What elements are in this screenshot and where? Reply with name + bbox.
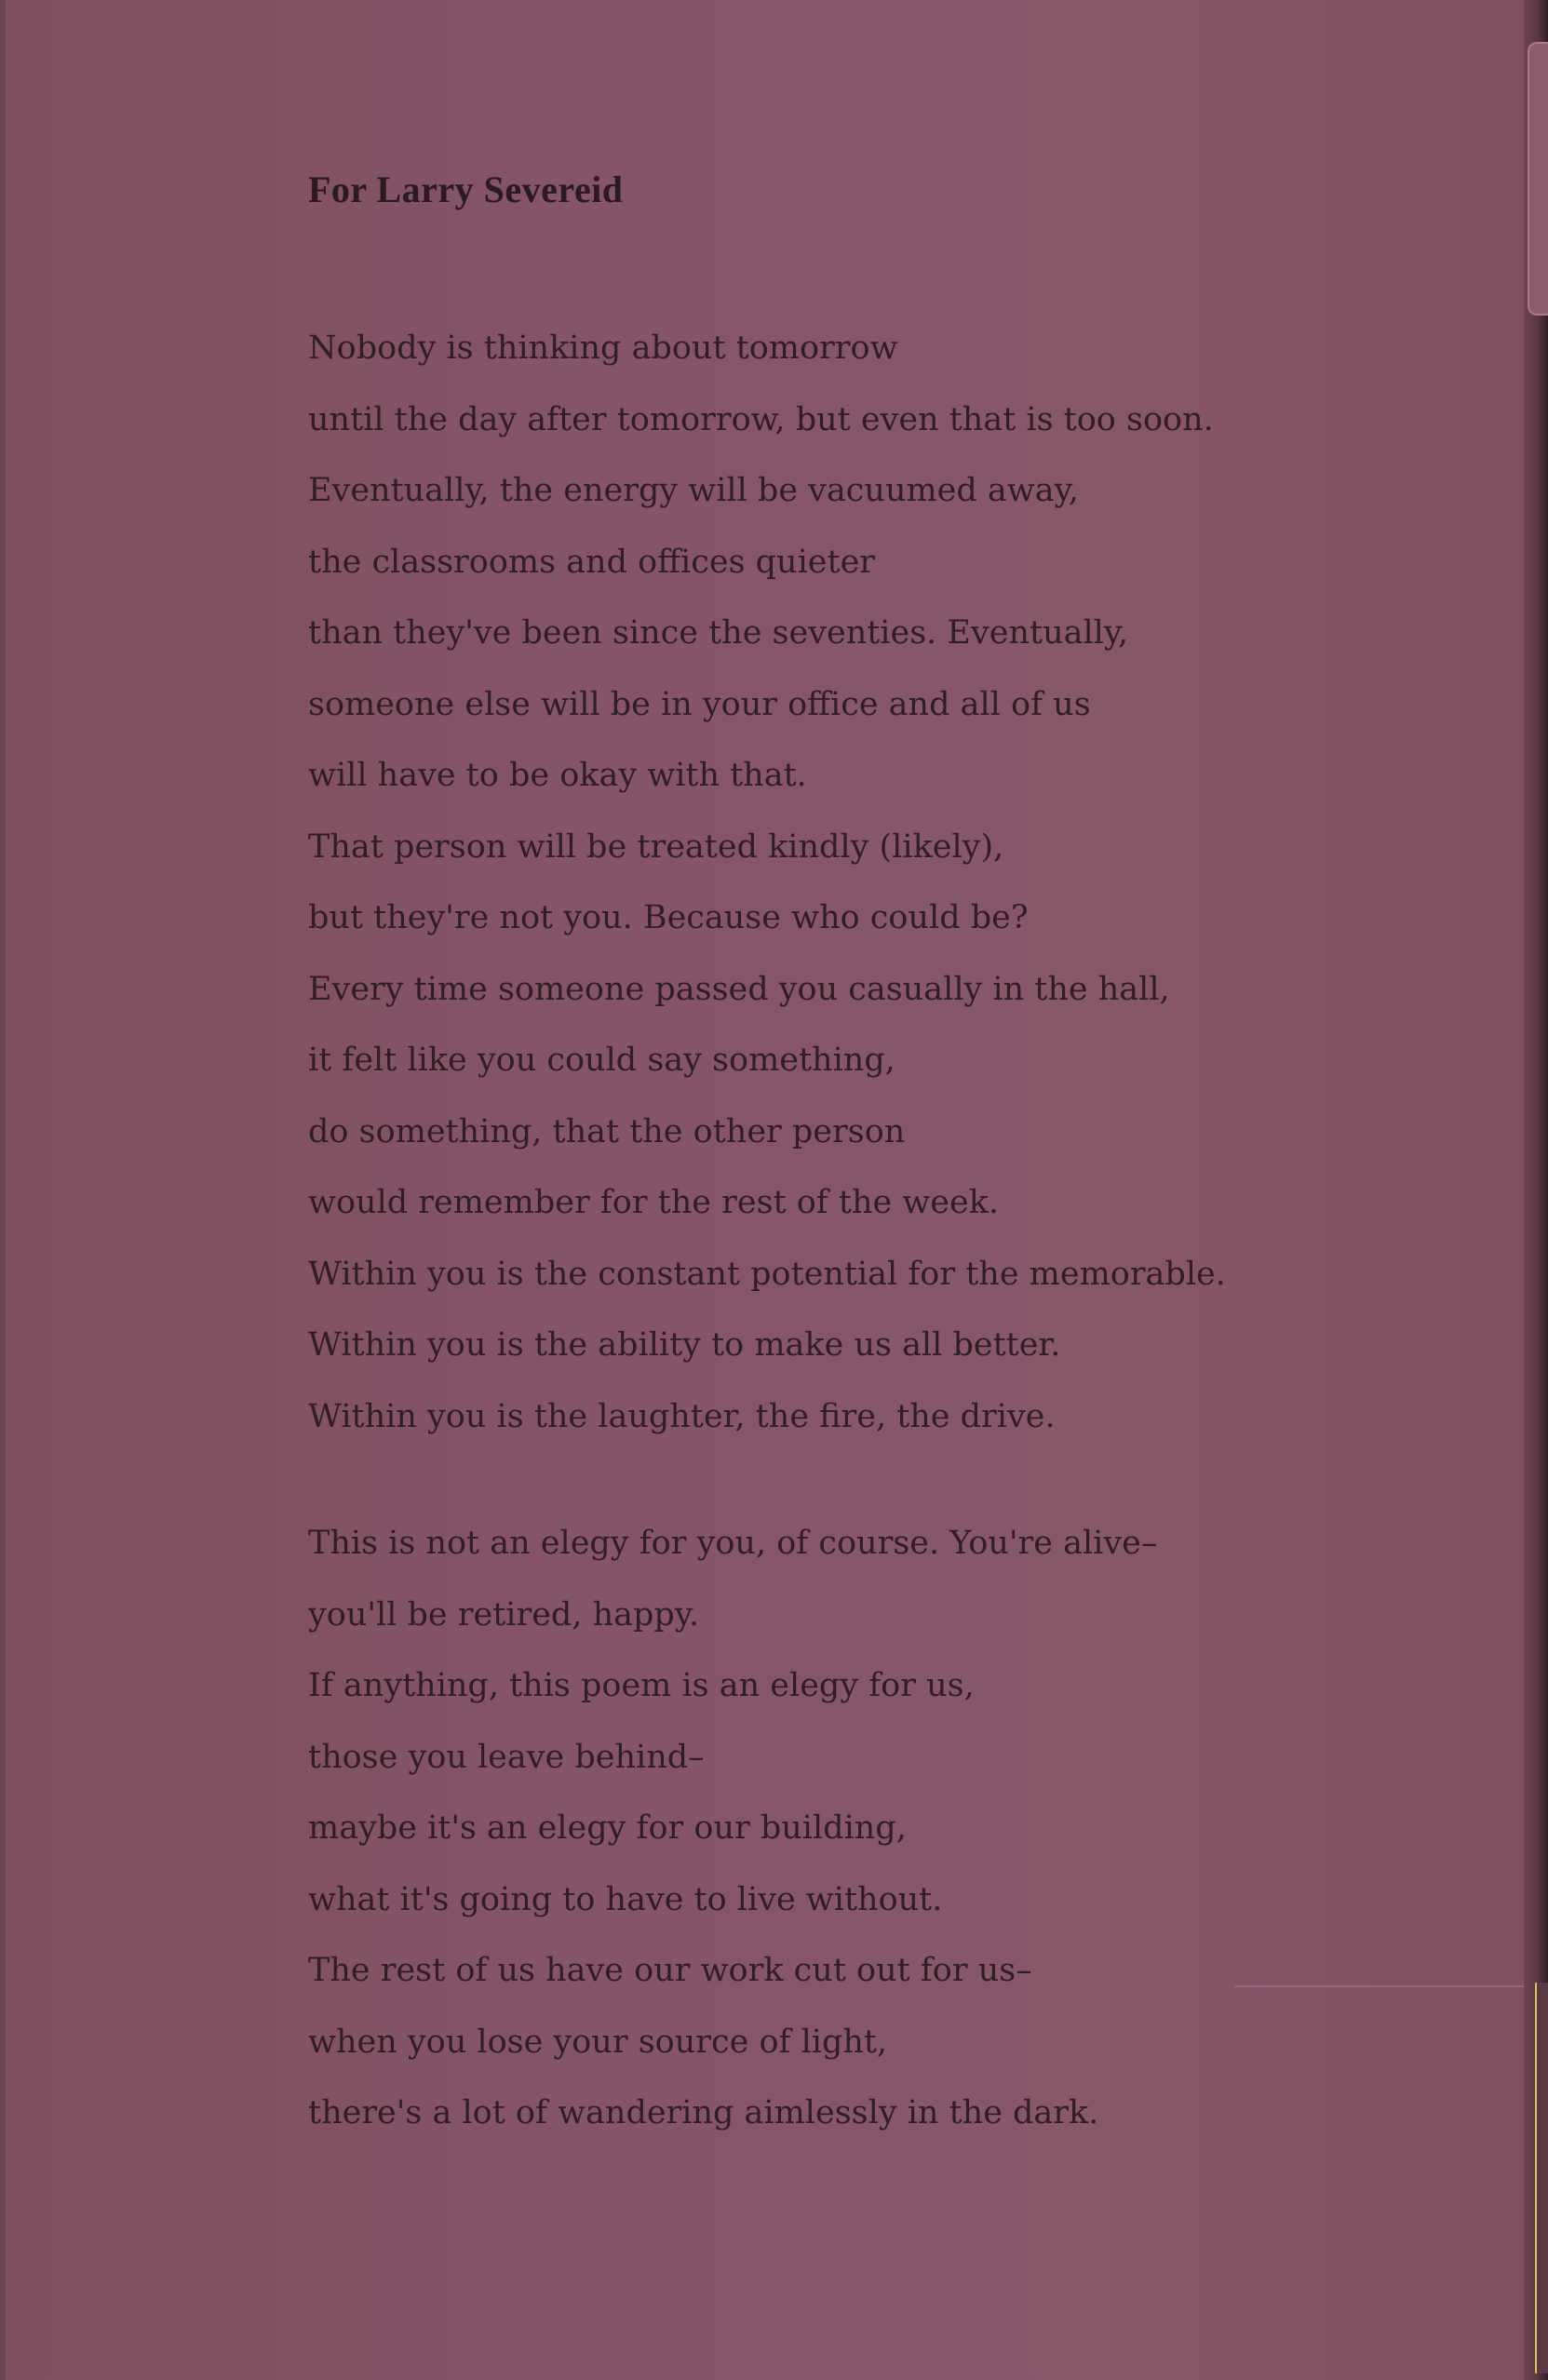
poem-line: do something, that the other person <box>308 1112 906 1150</box>
poem-line: when you lose your source of light, <box>308 2023 888 2061</box>
poem-line: than they've been since the seventies. Eventually, <box>308 614 1129 652</box>
page-edge-tab <box>1528 42 1548 316</box>
poem-line: Within you is the ability to make us all better. <box>308 1326 1061 1364</box>
poem-line: would remember for the rest of the week. <box>308 1184 1000 1221</box>
stanza-1 <box>308 313 1226 1452</box>
poem-line: you'll be retired, happy. <box>308 1595 700 1634</box>
poem-line: Within you is the laughter, the fire, the drive. <box>308 1397 1056 1435</box>
poem-line: Nobody is thinking about tomorrow <box>308 329 898 367</box>
poem-line: the classrooms and offices quieter <box>308 543 876 581</box>
poem-line: will have to be okay with that. <box>308 757 807 794</box>
poem-line: until the day after tomorrow, but even that is too soon. <box>308 400 1214 438</box>
poem-line: but they're not you. Because who could be? <box>308 899 1029 936</box>
poem-line: there's a lot of wandering aimlessly in the dark. <box>308 2094 1099 2131</box>
page-fold-line <box>1234 1985 1532 1987</box>
poem-line: someone else will be in your office and all of us <box>308 685 1091 723</box>
poem-line: This is not an elegy for you, of course. You're alive– <box>308 1525 1158 1562</box>
poem-line: it felt like you could say something, <box>308 1042 895 1079</box>
poem-line: Within you is the constant potential for the memorable. <box>308 1255 1226 1293</box>
poem-line: what it's going to have to live without. <box>308 1880 943 1918</box>
poem-line: That person will be treated kindly (likely), <box>308 827 1004 866</box>
poem-line: Every time someone passed you casually in the hall, <box>308 970 1170 1008</box>
poem-line: those you leave behind– <box>308 1738 705 1776</box>
stanza-2 <box>308 1508 1157 2149</box>
page-edge-binding <box>1535 1983 1548 2373</box>
poem-title: For Larry Severeid <box>308 168 624 210</box>
poem-line: The rest of us have our work cut out for us– <box>308 1952 1032 1989</box>
poem-line: Eventually, the energy will be vacuumed away, <box>308 472 1079 509</box>
poem-line: maybe it's an elegy for our building, <box>308 1809 907 1847</box>
poem-line: If anything, this poem is an elegy for us, <box>308 1667 975 1704</box>
